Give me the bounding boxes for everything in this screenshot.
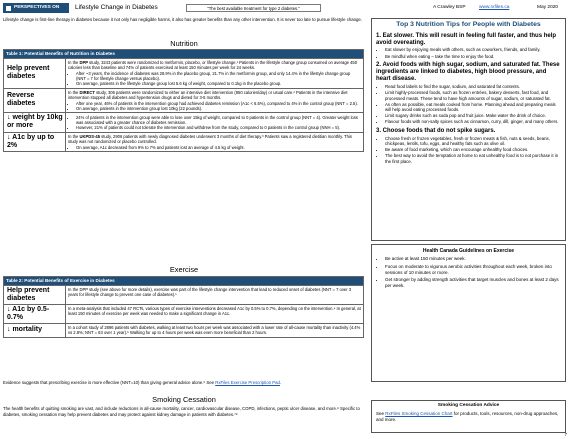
list-item: • Limit highly-processed foods, such as frozen entrées, bakery desserts, fast food, and processed meats. These tend to have high amounts of sugar, sodium, or saturated fat. bbox=[385, 90, 561, 101]
row-text bbox=[68, 134, 361, 145]
square-icon bbox=[6, 6, 11, 11]
list-item: • After ~3 years, the incidence of diabetes was 28.9% in the placebo group, 21.7% in the metformin group, and only 14.4% in the lifestyle change group (NNT = 7 for lifestyle change versus placebo). bbox=[76, 71, 361, 82]
row-details bbox=[66, 88, 364, 113]
advice-post: for products, tools, resources, non-drug approaches, and more. bbox=[376, 411, 559, 422]
list-item: • Get stronger by adding strength activities that target muscles and bones at least 2 days per week. bbox=[385, 277, 561, 289]
badge-label: PERSPECTIVES ON bbox=[14, 4, 60, 10]
nutrition-tips-box bbox=[371, 18, 566, 241]
list-item: • On average, patients in the intervention group lost 10kg (22 pounds). bbox=[76, 106, 361, 111]
list-item: • Read food labels to find the sugar, sodium, and saturated fat contents. bbox=[385, 84, 561, 90]
row-label: Help prevent diabetes bbox=[4, 58, 66, 88]
list-item: • On average, patients in the lifestyle change group lost 5.6 kg of weight, compared to 0.1kg in the placebo group. bbox=[76, 81, 361, 86]
table-row bbox=[4, 132, 364, 151]
row-bullets bbox=[68, 101, 361, 112]
nutrition-table bbox=[3, 49, 364, 152]
list-item: • The best way to avoid the temptation at home to eat unhealthy food is to not purchase it in the first place. bbox=[385, 153, 561, 164]
row-text bbox=[68, 60, 361, 71]
nutrition-heading: Nutrition bbox=[170, 39, 198, 48]
study-name: DIRECT bbox=[79, 89, 95, 95]
tip-heading: 2. Avoid foods with high sugar, sodium, and saturated fat. These ingredients are linked to diabetes, high blood pressure, and heart disease. bbox=[376, 62, 560, 83]
row-label: Help prevent diabetes bbox=[4, 285, 66, 304]
exercise-pad-link[interactable]: RxFiles Exercise Prescription Pad bbox=[215, 380, 280, 385]
list-item: • After one year, 46% of patients in the intervention group had achieved diabetes remission (A1c < 6.5%), compared to 4% in the control group (NNT = 2.5). bbox=[76, 101, 361, 106]
row-pre: In the bbox=[68, 133, 80, 139]
page-title: Lifestyle Change in Diabetes bbox=[75, 4, 158, 11]
row-details bbox=[66, 132, 364, 151]
list-item: • On average, A1c decreased from 9% to 7% and patients lost an average of 4.5 kg of weight. bbox=[76, 145, 361, 150]
smoking-text: The health benefits of quitting smoking are vast, and include reductions in all-cause mortality, cancer, cardiovascular disease, COPD, infections, peptic ulcer disease, and more.⁸ Specific to diabetes, smoking cessation may help prevent diabetes and may protect against kidney damage in patients with diabetes.⁷⁸ bbox=[3, 406, 360, 417]
row-pre: In the bbox=[68, 89, 80, 95]
study-name: UKPDS-45 bbox=[79, 133, 100, 139]
advice-title: Smoking Cessation Advice bbox=[437, 403, 500, 408]
evidence-text bbox=[3, 380, 365, 386]
intro-text: Lifestyle change is first-line therapy in diabetes because it not only has negligible harms, it also has greater benefits than any other intervention. It is never too late to pursue lifestyle change. bbox=[3, 17, 362, 22]
row-pre: In the bbox=[68, 59, 80, 65]
tip-heading: 1. Eat slower. This will result in feeling full faster, and thus help avoid overeating. bbox=[376, 32, 557, 46]
advice-text bbox=[376, 411, 561, 423]
row-details: In a cohort study of 2896 patients with diabetes, walking at least two hours per week was associated with a lower rate of all-cause mortality than inactivity (4.4% vs 2.8%; NNT = 63 over 1 year).⁵ Walking for up to 4 hours per week was even more beneficial than 2 hours. bbox=[66, 324, 364, 338]
row-details bbox=[66, 113, 364, 132]
row-post: study, 3243 patients were randomized to metformin, placebo, or lifestyle change.¹ Patients in the lifestyle change group consumed on average 450 calories less than baseline and 74% of patients exercised at least 150 minutes per week for 24 weeks. bbox=[68, 59, 358, 71]
nutrition-table-title: Table 1: Potential Benefits of Nutrition in Diabetes bbox=[4, 50, 364, 59]
exercise-table bbox=[3, 276, 364, 338]
row-text bbox=[68, 90, 361, 101]
list-item: • Choose fresh or frozen vegetables, fresh or frozen meats & fish, nuts & seeds, beans, chickpeas, lentils, tofu, eggs, and healthy fats such as olive oil. bbox=[385, 136, 561, 147]
tip-bullets bbox=[376, 84, 561, 125]
list-item: • As often as possible, eat meals cooked from home. Planning ahead and preparing meals will help avoid eating processed foods. bbox=[385, 102, 561, 113]
table-row bbox=[4, 58, 364, 88]
exercise-table-title: Table 2: Potential Benefits of Exercise in Diabetes bbox=[4, 277, 364, 286]
exercise-heading: Exercise bbox=[169, 265, 199, 274]
tip-heading: 3. Choose foods that do not spike sugars. bbox=[376, 127, 496, 134]
evidence-end: . bbox=[279, 380, 282, 385]
row-label: ↓ A1c by 0.5-0.7% bbox=[4, 304, 66, 323]
rxfiles-link[interactable]: www.rxfiles.ca bbox=[479, 5, 510, 10]
smoking-advice-box bbox=[371, 400, 566, 433]
row-bullets bbox=[68, 115, 361, 131]
page-number: 7 bbox=[564, 431, 567, 437]
table-row bbox=[4, 285, 364, 304]
list-item: • 24% of patients in the intervention group were able to lose over 15kg of weight, compared to 0 patients in the control group (NNT = 4). Greater weight loss was associated with a greater chance of diabetes remission. bbox=[76, 115, 361, 126]
table-row bbox=[4, 113, 364, 132]
row-label: Reverse diabetes bbox=[4, 88, 66, 113]
evidence-body: Evidence suggests that prescribing exercise is more effective (NNT=10) than giving general advice alone.⁶ See bbox=[3, 380, 216, 385]
list-item: • Limit sugary drinks such as soda pop and fruit juice. Make water the drink of choice. bbox=[385, 113, 561, 119]
row-post: study, 306 patients were randomized to either an intensive diet intervention (850 calories/day) or usual care.² Patients in the intensive diet intervention stopped all diabetes and hypertension drugs and dieted for 3-5 months. bbox=[68, 89, 348, 100]
row-label: ↓ mortality bbox=[4, 324, 66, 338]
list-item: • Eat slower by enjoying meals with others, such as coworkers, friends, and family. bbox=[385, 47, 561, 53]
tips-list bbox=[376, 33, 561, 165]
row-label: ↓ A1c by up to 2% bbox=[4, 132, 66, 151]
table-row bbox=[4, 324, 364, 338]
tips-title: Top 3 Nutrition Tips for People with Diabetes bbox=[396, 21, 541, 28]
smoking-heading: Smoking Cessation bbox=[152, 395, 216, 404]
list-item: • Flavour foods with non-salty spices such as cinnamon, curry, dill, ginger, and many others. bbox=[385, 119, 561, 125]
smoking-chart-link[interactable]: RxFiles Smoking Cessation Chart bbox=[385, 411, 453, 417]
author: A Crawley BSP bbox=[433, 5, 466, 10]
tip-bullets bbox=[376, 47, 561, 59]
list-item: • However, 21% of patients could not tolerate the intervention and withdrew from the study, compared to 0 patients in the control group (NNH = 5). bbox=[76, 125, 361, 130]
row-details: In the DPP study (see above for more details), exercise was part of the lifestyle change intervention that lead to reduced onset of diabetes (NNT = 7 over 3 years for lifestyle change to prevent one case of diabetes).¹ bbox=[66, 285, 364, 304]
table-row bbox=[4, 88, 364, 113]
advice-pre: See bbox=[376, 411, 386, 417]
list-item: • Be aware of food marketing, which can encourage unhealthy food choices. bbox=[385, 147, 561, 153]
table-row bbox=[4, 304, 364, 323]
row-bullets bbox=[68, 145, 361, 150]
health-canada-box bbox=[371, 244, 566, 382]
row-details: In a meta-analysis that included 47 RCTs, various types of exercise interventions decreased A1c by 0.5% to 0.7%, depending on the intervention.⁴ In general, at least 150 minutes of exercise per week was needed to make a significant change in A1c. bbox=[66, 304, 364, 323]
study-name: DPP bbox=[79, 59, 89, 65]
tip-bullets bbox=[376, 136, 561, 165]
perspectives-badge bbox=[3, 3, 69, 13]
row-label: ↓ weight by 10kg or more bbox=[4, 113, 66, 132]
header bbox=[3, 3, 565, 14]
row-post: study, 2906 patients with newly diagnosed diabetes underwent 3 months of diet therapy.³ Patients saw a registered dietitian monthly. This study was not randomized or placebo controlled. bbox=[68, 133, 352, 144]
list-item: • Be mindful when eating – take the time to enjoy the food. bbox=[385, 54, 561, 60]
list-item: • Focus on moderate to vigorous aerobic activities throughout each week, broken into sessions of 10 minutes or more. bbox=[385, 264, 561, 276]
row-bullets bbox=[68, 71, 361, 87]
date: May 2020 bbox=[537, 5, 559, 10]
list-item: • Be active at least 150 minutes per week. bbox=[385, 256, 561, 262]
row-details bbox=[66, 58, 364, 88]
header-quote: "The best available treatment for type 2 diabetes." bbox=[186, 4, 321, 12]
canada-list bbox=[376, 256, 561, 288]
canada-title: Health Canada Guidelines on Exercise bbox=[422, 248, 515, 254]
